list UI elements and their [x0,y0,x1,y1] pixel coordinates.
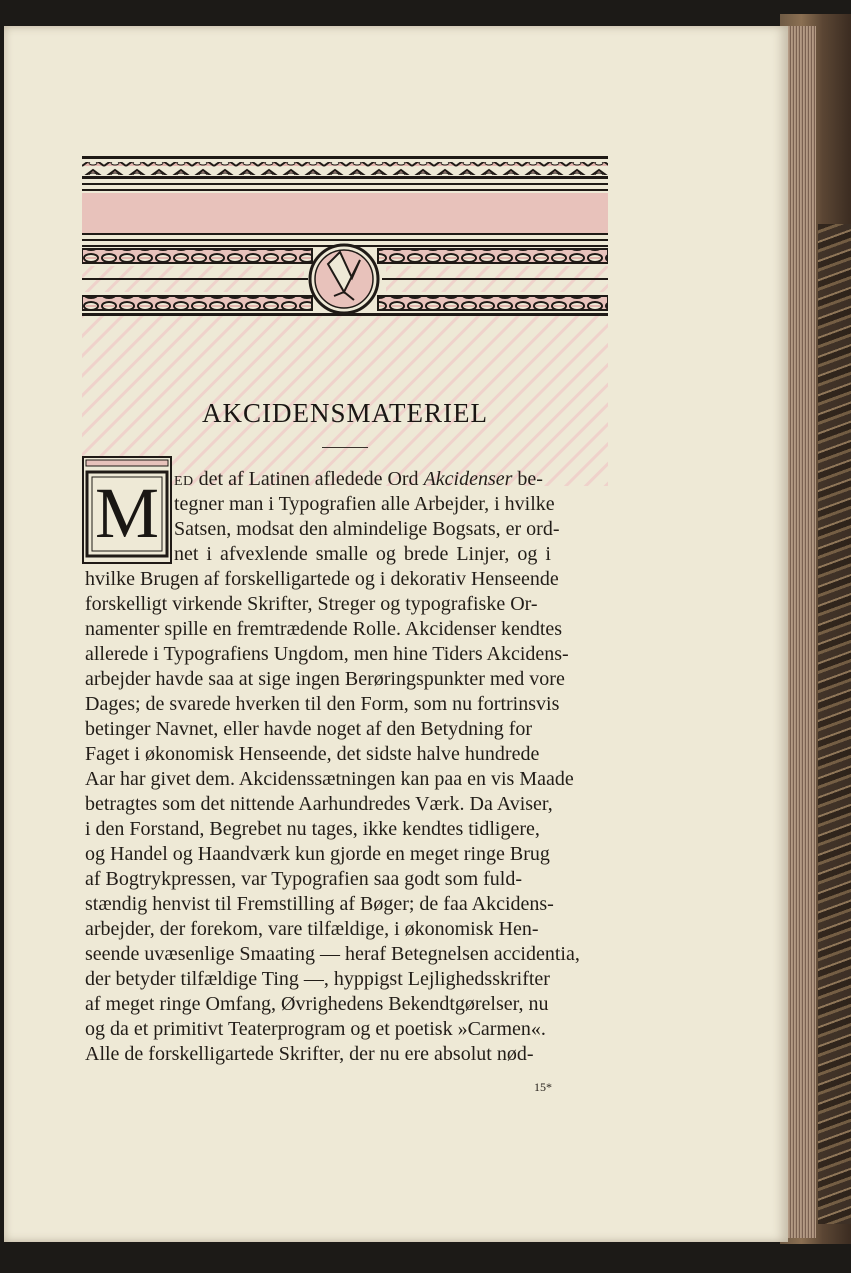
text-line: og da et primitivt Teaterprogram og et poetisk »Carmen«. [85,1018,546,1040]
text-line: i den Forstand, Begrebet nu tages, ikke kendtes tidligere, [85,818,540,840]
chapter-title: AKCIDENSMATERIEL [202,398,488,428]
page-edges [786,26,816,1238]
first-line-rest: det af Latinen afledede Ord [193,468,424,490]
text-line: af meget ringe Omfang, Øvrighedens Bekendtgørelser, nu [85,993,549,1015]
text-line: af Bogtrykpressen, var Typografien saa godt som fuld- [85,868,523,890]
first-line-smallcaps: ed [174,468,194,490]
text-line: arbejder havde saa at sige ingen Berøringspunkter med vore [85,668,565,690]
text-line: arbejder, der forekom, vare tilfældige, i økonomisk Hen- [85,918,539,940]
text-line: og Handel og Haandværk kun gjorde en meget ringe Brug [85,843,550,865]
text-line: seende uvæsenlige Smaating — heraf Betegnelsen accidentia, [85,943,580,965]
text-line: Dages; de svarede hverken til den Form, som nu fortrinsvis [85,693,560,715]
text-line: tegner man i Typografien alle Arbejder, i hvilke [174,493,555,515]
text-line: Faget i økonomisk Henseende, det sidste halve hundrede [85,743,540,765]
text-line: allerede i Typografiens Ungdom, men hine Tiders Akcidens- [85,643,569,665]
text-line: net i afvexlende smalle og brede Linjer, og i [174,543,551,565]
header-ornament [82,156,608,486]
text-line: hvilke Brugen af forskelligartede og i dekorativ Henseende [85,568,559,590]
text-line: Aar har givet dem. Akcidenssætningen kan paa en vis Maade [85,768,574,790]
text-line: stændig henvist til Fremstilling af Bøger; de faa Akcidens- [85,893,554,915]
marbled-cover [818,224,851,1224]
text-line: betinger Navnet, eller havde noget af den Betydning for [85,718,533,740]
text-line: Alle de forskelligartede Skrifter, der nu ere absolut nød- [85,1043,534,1065]
first-line-italic: Akcidenser [423,468,513,490]
title-rule [322,447,368,448]
text-line: Satsen, modsat den almindelige Bogsats, er ord- [174,518,560,540]
text-line: forskelligt virkende Skrifter, Streger og typografiske Or- [85,593,538,615]
drop-cap [82,456,172,564]
text-line: namenter spille en fremtrædende Rolle. Akcidenser kendtes [85,618,563,640]
text-line: der betyder tilfældige Ting —, hyppigst Lejlighedsskrifter [85,968,550,990]
first-line-end: be- [512,468,543,490]
drop-cap-letter: M [94,473,160,553]
page-number: 15* [534,1080,552,1094]
first-line [174,468,543,491]
book-page [4,26,788,1242]
text-line: betragtes som det nittende Aarhundredes Værk. Da Aviser, [85,793,553,815]
